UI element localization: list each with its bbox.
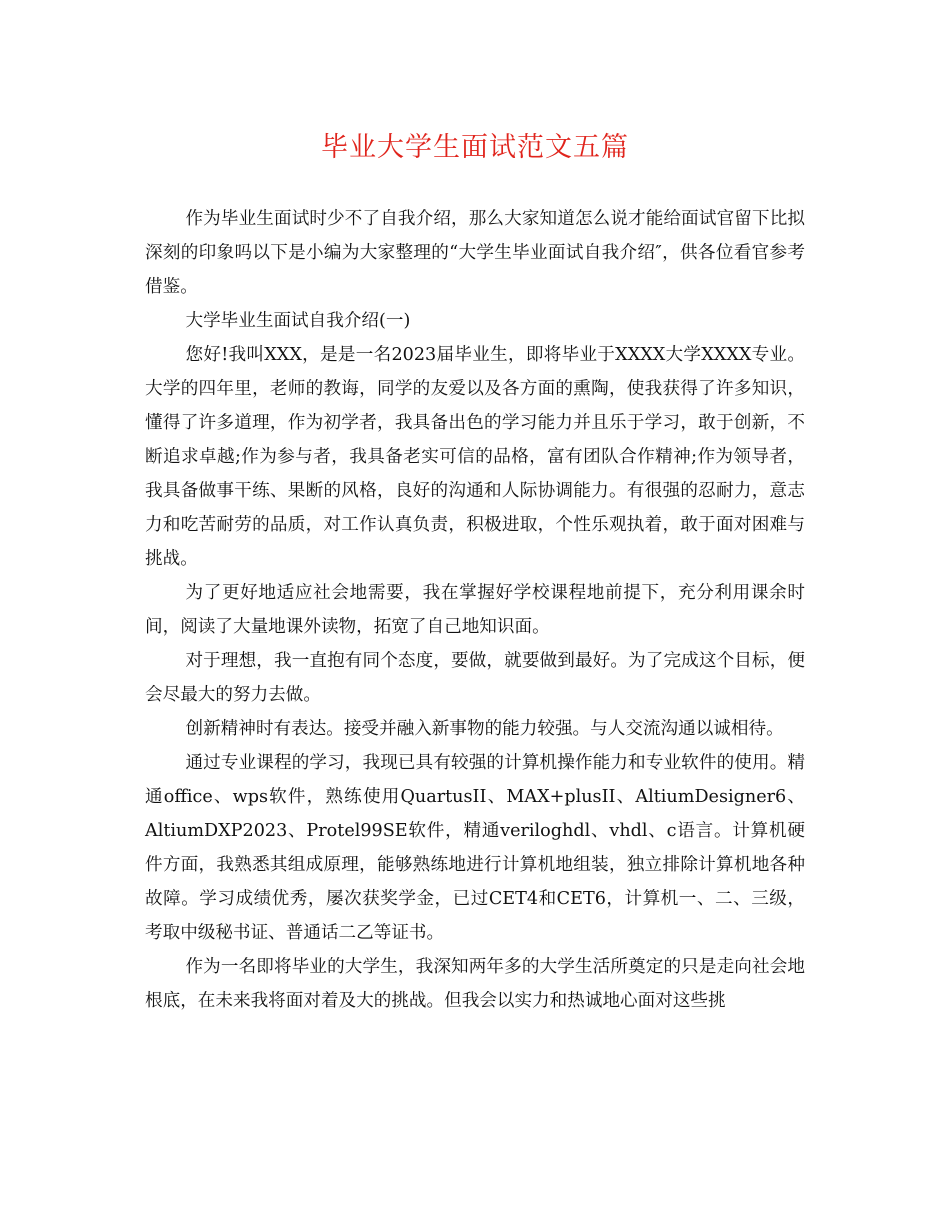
document-body: [145, 202, 805, 1018]
paragraph: 创新精神时有表达。接受并融入新事物的能力较强。与人交流沟通以诚相待。: [185, 719, 784, 739]
section-heading: 大学毕业生面试自我介绍(一): [185, 311, 411, 331]
paragraph-intro: 作为毕业生面试时少不了自我介绍，那么大家知道怎么说才能给面试官留下比拟深刻的印象吗以下是小编为大家整理的“大学生毕业面试自我介绍″，供各位看官参考借鉴。: [145, 209, 805, 297]
paragraph: 对于理想，我一直抱有同个态度，要做，就要做到最好。为了完成这个目标，便会尽最大的努力去做。: [145, 651, 805, 705]
paragraph: 作为一名即将毕业的大学生，我深知两年多的大学生活所奠定的只是走向社会地根底，在未来我将面对着及大的挑战。但我会以实力和热诚地心面对这些挑: [145, 957, 805, 1011]
document-title: 毕业大学生面试范文五篇: [321, 132, 629, 163]
paragraph: 为了更好地适应社会地需要，我在掌握好学校课程地前提下，充分利用课余时间，阅读了大量地课外读物，拓宽了自己地知识面。: [145, 583, 805, 637]
paragraph: 您好!我叫XXX，是是一名2023届毕业生，即将毕业于XXXX大学XXXX专业。大学的四年里，老师的教诲，同学的友爱以及各方面的熏陶，使我获得了许多知识，懂得了许多道理，作为初学者，我具备出色的学习能力并且乐于学习，敢于创新，不断追求卓越;作为参与者，我具备老实可信的品格，富有团队合作精神;作为领导者，我具备做事干练、果断的风格，良好的沟通和人际协调能力。有很强的忍耐力，意志力和吃苦耐劳的品质，对工作认真负责，积极进取，个性乐观执着，敢于面对困难与挑战。: [145, 345, 805, 569]
paragraph: 通过专业课程的学习，我现已具有较强的计算机操作能力和专业软件的使用。精通office、wps软件，熟练使用QuartusII、MAX+plusII、AltiumDesigner6、AltiumDXP2023、Protel99SE软件，精通veriloghdl、vhdl、c语言。计算机硬件方面，我熟悉其组成原理，能够熟练地进行计算机地组装，独立排除计算机地各种故障。学习成绩优秀，屡次获奖学金，已过CET4和CET6，计算机一、二、三级，考取中级秘书证、普通话二乙等证书。: [145, 753, 805, 943]
